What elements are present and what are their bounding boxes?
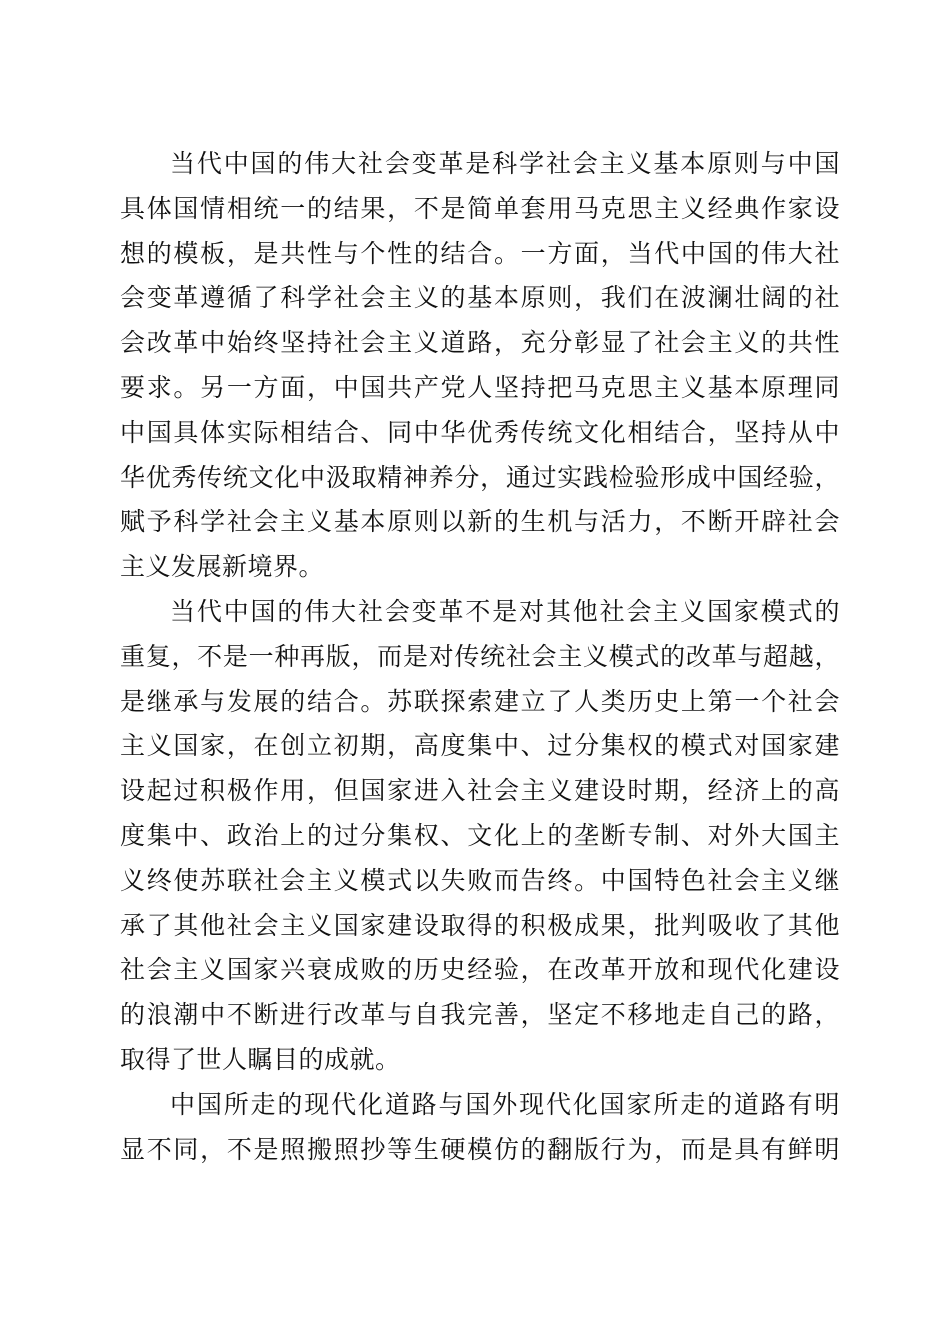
text-line: 会变革遵循了科学社会主义的基本原则，我们在波澜壮阔的社 bbox=[120, 283, 840, 313]
text-line: 度集中、政治上的过分集权、文化上的垄断专制、对外大国主 bbox=[120, 820, 840, 850]
text-line: 中国具体实际相结合、同中华优秀传统文化相结合，坚持从中 bbox=[120, 417, 840, 447]
text-line: 当代中国的伟大社会变革不是对其他社会主义国家模式的 bbox=[170, 596, 840, 626]
document-body bbox=[120, 142, 840, 1172]
text-line: 主义发展新境界。 bbox=[120, 552, 325, 582]
text-line: 赋予科学社会主义基本原则以新的生机与活力，不断开辟社会 bbox=[120, 507, 840, 537]
paragraph-2 bbox=[120, 590, 840, 1083]
text-line: 设起过积极作用，但国家进入社会主义建设时期，经济上的高 bbox=[120, 776, 840, 806]
text-line: 要求。另一方面，中国共产党人坚持把马克思主义基本原理同 bbox=[120, 372, 840, 402]
text-line: 主义国家，在创立初期，高度集中、过分集权的模式对国家建 bbox=[120, 731, 840, 761]
text-line: 显不同，不是照搬照抄等生硬模仿的翻版行为，而是具有鲜明 bbox=[120, 1134, 840, 1164]
paragraph-3 bbox=[120, 1083, 840, 1173]
text-line: 具体国情相统一的结果，不是简单套用马克思主义经典作家设 bbox=[120, 193, 840, 223]
paragraph-1 bbox=[120, 142, 840, 590]
text-line: 当代中国的伟大社会变革是科学社会主义基本原则与中国 bbox=[170, 149, 840, 178]
text-line: 重复，不是一种再版，而是对传统社会主义模式的改革与超越， bbox=[120, 641, 840, 671]
text-line: 会改革中始终坚持社会主义道路，充分彰显了社会主义的共性 bbox=[120, 328, 840, 358]
text-line: 取得了世人瞩目的成就。 bbox=[120, 1044, 401, 1074]
text-line: 华优秀传统文化中汲取精神养分，通过实践检验形成中国经验， bbox=[120, 462, 840, 492]
text-line: 的浪潮中不断进行改革与自我完善，坚定不移地走自己的路， bbox=[120, 1000, 840, 1030]
text-line: 承了其他社会主义国家建设取得的积极成果，批判吸收了其他 bbox=[120, 910, 840, 940]
text-line: 想的模板，是共性与个性的结合。一方面，当代中国的伟大社 bbox=[120, 238, 840, 268]
text-line: 社会主义国家兴衰成败的历史经验，在改革开放和现代化建设 bbox=[120, 955, 840, 985]
text-line: 义终使苏联社会主义模式以失败而告终。中国特色社会主义继 bbox=[120, 865, 840, 895]
text-line: 是继承与发展的结合。苏联探索建立了人类历史上第一个社会 bbox=[120, 686, 840, 716]
text-line: 中国所走的现代化道路与国外现代化国家所走的道路有明 bbox=[170, 1089, 840, 1119]
